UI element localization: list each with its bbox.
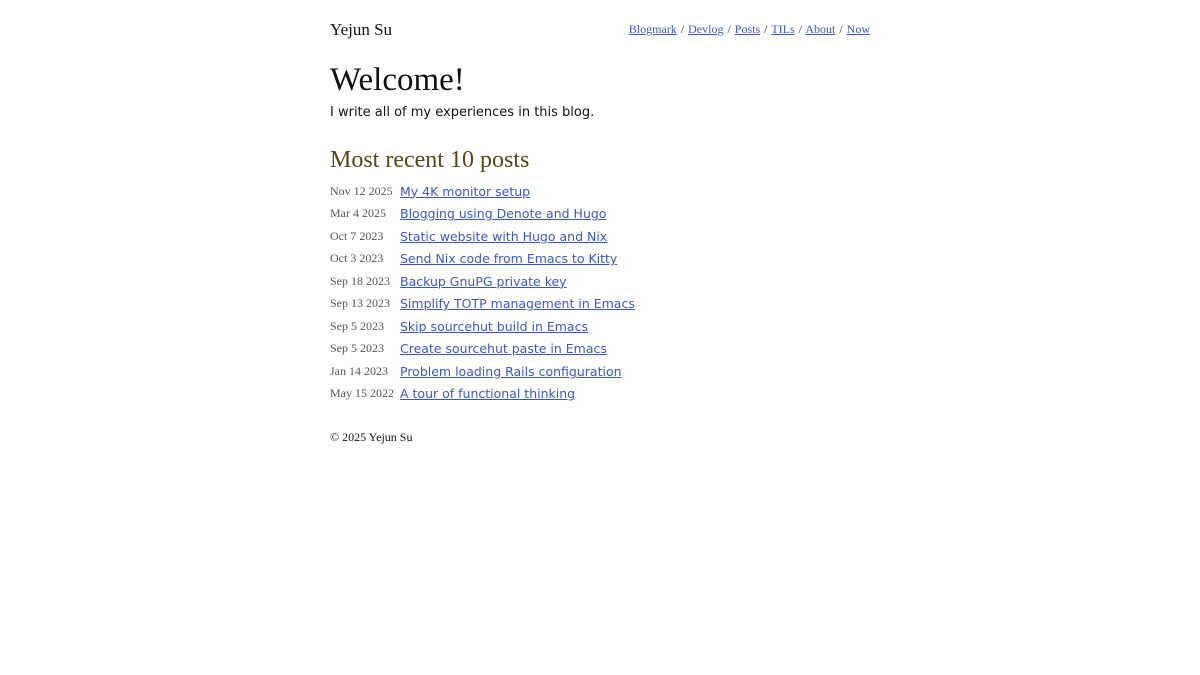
nav-separator: / <box>839 22 843 36</box>
post-link[interactable]: Simplify TOTP management in Emacs <box>400 296 635 312</box>
nav-separator: / <box>798 22 802 36</box>
nav-separator: / <box>680 22 685 36</box>
post-link[interactable]: Skip sourcehut build in Emacs <box>400 318 588 334</box>
post-link[interactable]: Static website with Hugo and Nix <box>400 228 608 244</box>
nav-link-blogmark[interactable]: Blogmark <box>628 22 677 36</box>
page <box>330 0 870 444</box>
post-list-item <box>330 383 635 406</box>
post-list-item <box>330 270 635 293</box>
intro-text: I write all of my experiences in this blog. <box>330 105 595 120</box>
post-list-item <box>330 315 635 338</box>
site-nav <box>629 21 870 37</box>
post-list <box>330 180 635 405</box>
post-date: Oct 7 2023 <box>330 228 384 243</box>
post-list-item <box>330 203 635 226</box>
post-link[interactable]: Problem loading Rails configuration <box>400 363 622 379</box>
post-date: May 15 2022 <box>330 386 394 401</box>
post-link[interactable]: Blogging using Denote and Hugo <box>400 206 607 222</box>
nav-separator: / <box>727 22 731 36</box>
nav-link-devlog[interactable]: Devlog <box>688 22 724 36</box>
post-list-item <box>330 293 635 316</box>
post-date: Sep 5 2023 <box>330 341 384 356</box>
post-link[interactable]: A tour of functional thinking <box>400 386 576 402</box>
post-list-item <box>330 225 635 248</box>
post-date: Jan 14 2023 <box>330 363 388 378</box>
post-list-item <box>330 338 635 361</box>
nav-link-now[interactable]: Now <box>846 22 870 36</box>
post-link[interactable]: Backup GnuPG private key <box>400 273 567 289</box>
post-date: Mar 4 2025 <box>330 206 386 221</box>
post-date: Sep 18 2023 <box>330 273 390 288</box>
post-link[interactable]: My 4K monitor setup <box>400 183 531 199</box>
post-list-item <box>330 180 635 203</box>
recent-posts-heading: Most recent 10 posts <box>330 147 530 173</box>
post-link[interactable]: Send Nix code from Emacs to Kitty <box>400 251 618 267</box>
post-date: Sep 13 2023 <box>330 296 390 311</box>
post-date: Sep 5 2023 <box>330 318 384 333</box>
post-list-item <box>330 248 635 271</box>
page-title: Welcome! <box>330 62 465 98</box>
post-list-item <box>330 360 635 383</box>
site-title[interactable]: Yejun Su <box>330 20 393 39</box>
nav-link-about[interactable]: About <box>805 22 836 36</box>
post-date: Oct 3 2023 <box>330 251 384 266</box>
site-header <box>330 0 870 50</box>
nav-separator: / <box>764 22 768 36</box>
nav-link-posts[interactable]: Posts <box>734 22 761 36</box>
footer-copyright: © 2025 Yejun Su <box>330 430 413 444</box>
post-date: Nov 12 2025 <box>330 183 393 198</box>
post-link[interactable]: Create sourcehut paste in Emacs <box>400 341 607 357</box>
nav-link-tils[interactable]: TILs <box>771 22 795 36</box>
